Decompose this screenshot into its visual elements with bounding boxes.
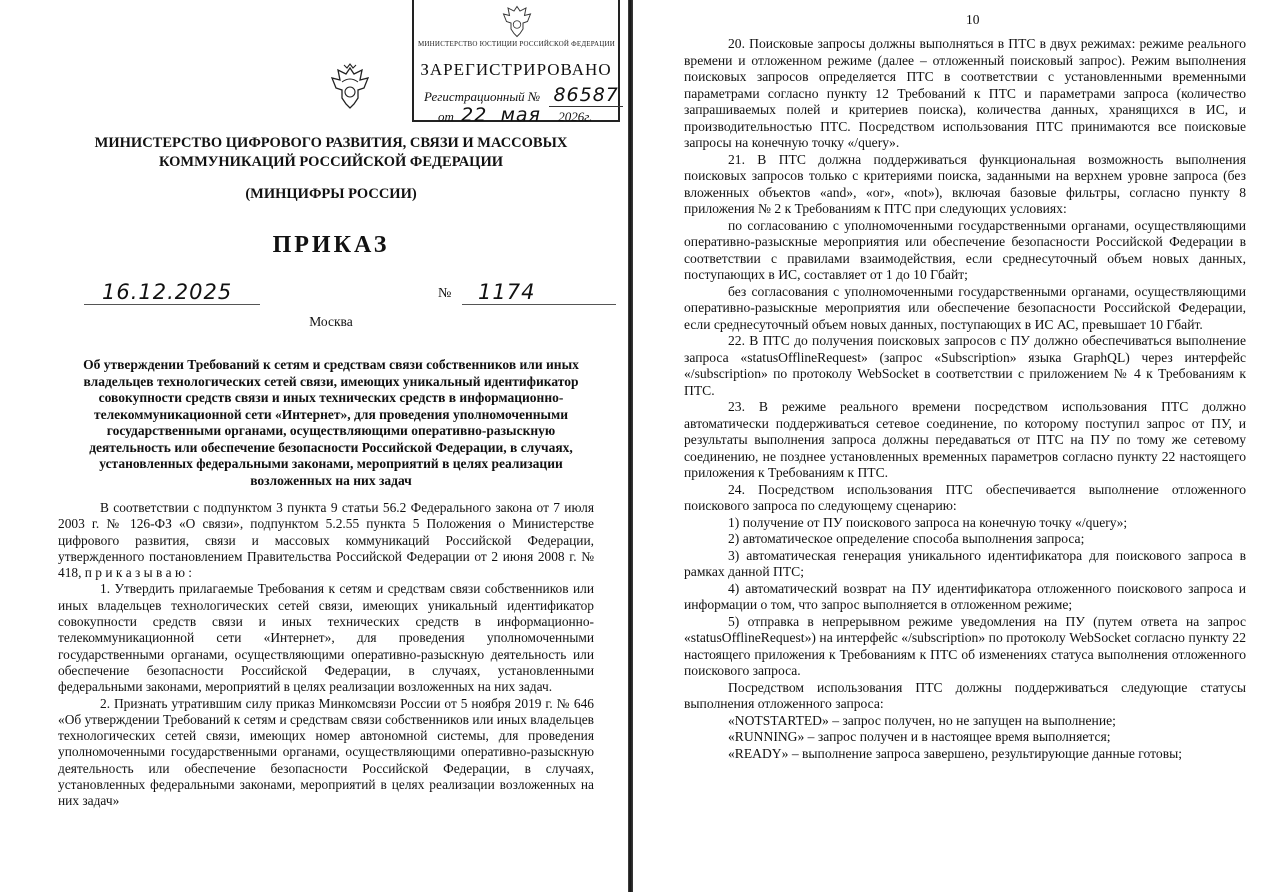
scenario-step-4: 4) автоматический возврат на ПУ идентификатора отложенного поискового запроса и информации о том, что запрос выполняется в отложенном режиме;: [684, 580, 1246, 612]
paragraph-21-condition-2: без согласования с уполномоченными государственными органами, осуществляющими оперативно-разыскные мероприятия или обеспечение безопасности Российской Федерации, если среднесуточный объем новых данных, поступающих в ИС АС, превышает 10 Гбайт.: [684, 283, 1246, 332]
stamp-emblem-icon: [500, 2, 534, 38]
paragraph-23: 23. В режиме реального времени посредством использования ПТС должно автоматически поддерживаться сетевое соединение, по которому поступил запрос от ПУ, и результаты выполнения запроса должны передаваться от ПТС на ПУ по тому же сетевому соединению, не позднее установленных временных параметров согласно пункту 22 настоящего приложения к Требованиям к ПТС.: [684, 399, 1246, 480]
preamble-paragraph: В соответствии с подпунктом 3 пункта 9 статьи 56.2 Федерального закона от 7 июля 2003 г. № 126-ФЗ «О связи», подпунктом 5.2.55 пункта 5 Положения о Министерстве цифрового развития, связи и массовых коммуникаций Российской Федерации, утвержденного постановлением Правительства Российской Федерации от 2 июня 2008 г. № 418, п р и к а з ы в а ю :: [58, 500, 594, 581]
paragraph-24: 24. Посредством использования ПТС обеспечивается выполнение отложенного поискового запроса по следующему сценарию:: [684, 481, 1246, 513]
status-running: «RUNNING» – запрос получен и в настоящее время выполняется;: [728, 729, 1111, 744]
status-notstarted: «NOTSTARTED» – запрос получен, но не запущен на выполнение;: [728, 712, 1116, 728]
order-title: Об утверждении Требований к сетям и средствам связи собственников или иных владельцев технологических сетей связи, имеющих уникальный идентификатор совокупности средств связи и иных технических средств в информационно-телекоммуникационной сети «Интернет», для проведения уполномоченными государственными органами, осуществляющими оперативно-разыскную деятельность или обеспечение безопасности Российской Федерации, в случаях, установленных федеральными законами, мероприятий в целях реализации возложенных на них задач: [83, 357, 579, 488]
stamp-reg-label: Регистрационный №: [424, 89, 541, 104]
stamp-year: 2026: [558, 109, 585, 124]
scenario-step-2: 2) автоматическое определение способа выполнения запроса;: [728, 531, 1085, 546]
paragraph-21: 21. В ПТС должна поддерживаться функциональная возможность выполнения поисковых запросов только с критериями поиска, заданными на верхнем уровне запроса (без вложенных объектов «and», «or», «not»), включая базовые фильтры, согласно пункту 8 приложения № 2 к Требованиям к ПТС при следующих условиях:: [684, 151, 1246, 216]
paragraph-20: 20. Поисковые запросы должны выполняться в ПТС в двух режимах: режиме реального времени и отложенном режиме (далее – отложенный поисковый запрос). Режим выполнения поисковых запросов определяется ПТС в соответствии с установленными временными параметрами согласно пункту 12 Требований к ПТС и параметрами запроса (количество запрашиваемых полей и критериев поиска), количества данных, хранящихся в ИС, и производительностью ПТС. Посредством использования ПТС принимаются все поисковые запросы на конечную точку «/query».: [684, 36, 1246, 150]
statuses-intro: Посредством использования ПТС должны поддерживаться следующие статусы выполнения отложенного запроса:: [684, 679, 1246, 711]
paragraph-22: 22. В ПТС до получения поисковых запросов с ПУ должно обеспечиваться выполнение запроса «statusOfflineRequest» (запрос «Subscription» языка GraphQL) через интерфейс «/subscription» по протоколу WebSocket в соответствии с приложением № 4 к Требованиям к ПТС.: [684, 333, 1246, 398]
stamp-ministry-name: МИНИСТЕРСТВО ЮСТИЦИИ РОССИЙСКОЙ ФЕДЕРАЦИИ: [418, 40, 615, 48]
stamp-date-prefix: от: [438, 109, 454, 124]
ministry-abbreviation: (МИНЦИФРЫ РОССИИ): [245, 186, 417, 202]
requirements-text: [684, 36, 1246, 762]
clause-2-paragraph: 2. Признать утратившим силу приказ Минкомсвязи России от 5 ноября 2019 г. № 646 «Об утверждении Требований к сетям и средствам связи собственников или иных владельцев технологических сетей связи, имеющих номер автономной системы, для проведения уполномоченными государственными органами, осуществляющими оперативно-разыскную деятельность или обеспечение безопасности Российской Федерации, в случаях, установленных федеральными законами, мероприятий в целях реализации возложенных на них задач»: [58, 695, 594, 809]
stamp-month: мая: [500, 104, 541, 126]
clause-1-paragraph: 1. Утвердить прилагаемые Требования к сетям и средствам связи собственников или иных владельцев технологических сетей связи, имеющих уникальный идентификатор совокупности средств связи и иных технических средств в информационно-телекоммуникационной сети «Интернет», для проведения уполномоченными государственными органами, осуществляющими оперативно-разыскную деятельность или обеспечение безопасности Российской Федерации, в случаях, установленными федеральными законами, мероприятий в целях реализации возложенных на них задач.: [58, 581, 594, 695]
stamp-year-suffix: г.: [584, 109, 593, 124]
order-number-sign: №: [438, 286, 452, 301]
stamp-reg-number: 86587: [549, 84, 622, 107]
scenario-step-3: 3) автоматическая генерация уникального идентификатора для поискового запроса в рамках данной ПТС;: [684, 547, 1246, 579]
stamp-registered-label: ЗАРЕГИСТРИРОВАНО: [420, 60, 612, 79]
order-number-field: [462, 282, 616, 305]
order-body: [58, 500, 594, 810]
paragraph-21-condition-1: по согласованию с уполномоченными государственными органами, осуществляющими оперативно-разыскные мероприятия или обеспечение безопасности Российской Федерации в соответствии с правилами взаимодействия, если среднесуточный объем новых данных, поступающих в ИС, составляет от 1 до 10 Гбайт;: [684, 217, 1246, 282]
registration-stamp: [412, 0, 620, 126]
scenario-step-5: 5) отправка в непрерывном режиме уведомления на ПУ (путем ответа на запрос «statusOfflineRequest») на интерфейс «/subscription» по протоколу WebSocket согласно пункту 22 настоящего приложения к Требованиям к ПТС об изменениях статуса выполнения отложенного поискового запроса.: [684, 613, 1246, 678]
coat-of-arms-icon: [328, 62, 372, 110]
stamp-date-line: [438, 104, 592, 126]
scenario-step-1: 1) получение от ПУ поискового запроса на конечную точку «/query»;: [728, 514, 1128, 530]
status-ready: «READY» – выполнение запроса завершено, результирующие данные готовы;: [728, 745, 1183, 761]
order-date-field: [84, 282, 260, 305]
document-type-heading: ПРИКАЗ: [272, 232, 390, 258]
stamp-reg-number-line: [424, 84, 623, 106]
stamp-day: 22: [461, 104, 488, 126]
order-date: 16.12.2025: [102, 280, 233, 304]
city-name: Москва: [309, 314, 353, 329]
order-number: 1174: [478, 280, 536, 304]
left-document-page: [0, 0, 628, 892]
ministry-name: МИНИСТЕРСТВО ЦИФРОВОГО РАЗВИТИЯ, СВЯЗИ И МАССОВЫХ КОММУНИКАЦИЙ РОССИЙСКОЙ ФЕДЕРАЦИИ: [94, 135, 568, 170]
page-number: 10: [966, 12, 980, 27]
